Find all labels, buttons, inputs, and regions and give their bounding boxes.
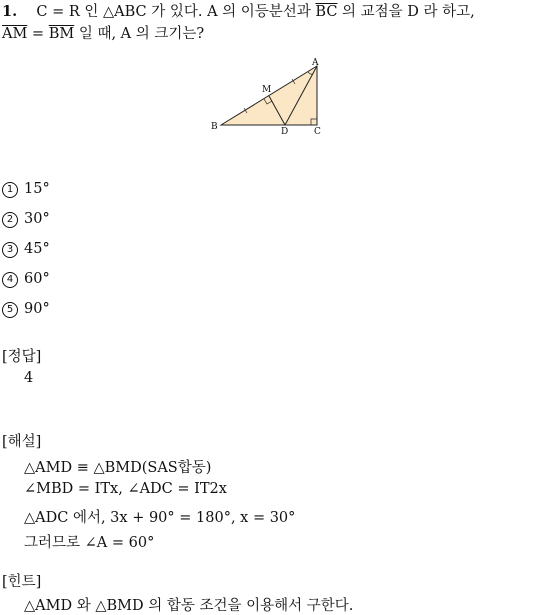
question-text-part2: 의 교점을 D 라 하고, [337, 4, 475, 20]
choice-1[interactable] [2, 181, 50, 198]
segment-bc: $\overline{BC}$ [315, 4, 338, 20]
choice-number-2: 2 [2, 212, 18, 228]
answer-title: [정답] [2, 349, 42, 365]
choice-text-4: 60° [24, 271, 50, 287]
choice-text-3: 45° [24, 241, 50, 257]
label-c: C [314, 127, 321, 137]
choice-number-1: 1 [2, 182, 18, 198]
choice-text-1: 15° [24, 181, 50, 197]
question-text-part1: C = R 인 △ABC 가 있다. A 의 이등분선과 [36, 4, 316, 20]
answer-value: 4 [24, 370, 34, 386]
hint-title: [힌트] [2, 574, 42, 590]
solution-line-1: △AMD ≡ △BMD(SAS합동) [24, 460, 212, 476]
equals-sign: = [27, 26, 49, 42]
choice-3[interactable] [2, 241, 50, 258]
triangle-abc-fill [221, 66, 317, 125]
label-m: M [262, 85, 272, 95]
question-line-1 [2, 0, 475, 21]
choice-number-4: 4 [2, 272, 18, 288]
hint-text: △AMD 와 △BMD 의 합동 조건을 이용해서 구한다. [24, 598, 354, 614]
triangle-figure [205, 55, 335, 140]
solution-line-3: △ADC 에서, 3x + 90° = 180°, x = 30° [24, 510, 296, 526]
choice-2[interactable] [2, 211, 50, 228]
label-a: A [312, 58, 319, 68]
choice-number-5: 5 [2, 302, 18, 318]
choice-text-2: 30° [24, 211, 50, 227]
choice-5[interactable] [2, 301, 50, 318]
choice-text-5: 90° [24, 301, 50, 317]
question-number: 1. [2, 3, 18, 20]
question-line-2 [2, 22, 204, 43]
choice-number-3: 3 [2, 242, 18, 258]
label-d: D [281, 127, 289, 137]
solution-line-4: 그러므로 ∠A = 60° [24, 535, 155, 551]
question-text-part3: 일 때, A 의 크기는? [74, 26, 205, 42]
solution-title: [해설] [2, 434, 42, 450]
solution-line-2: ∠MBD = ITx, ∠ADC = IT2x [24, 481, 227, 497]
label-b: B [211, 122, 218, 132]
segment-am: $\overline{AM}$ [2, 26, 28, 42]
choice-4[interactable] [2, 271, 50, 288]
segment-bm: $\overline{BM}$ [48, 26, 75, 42]
